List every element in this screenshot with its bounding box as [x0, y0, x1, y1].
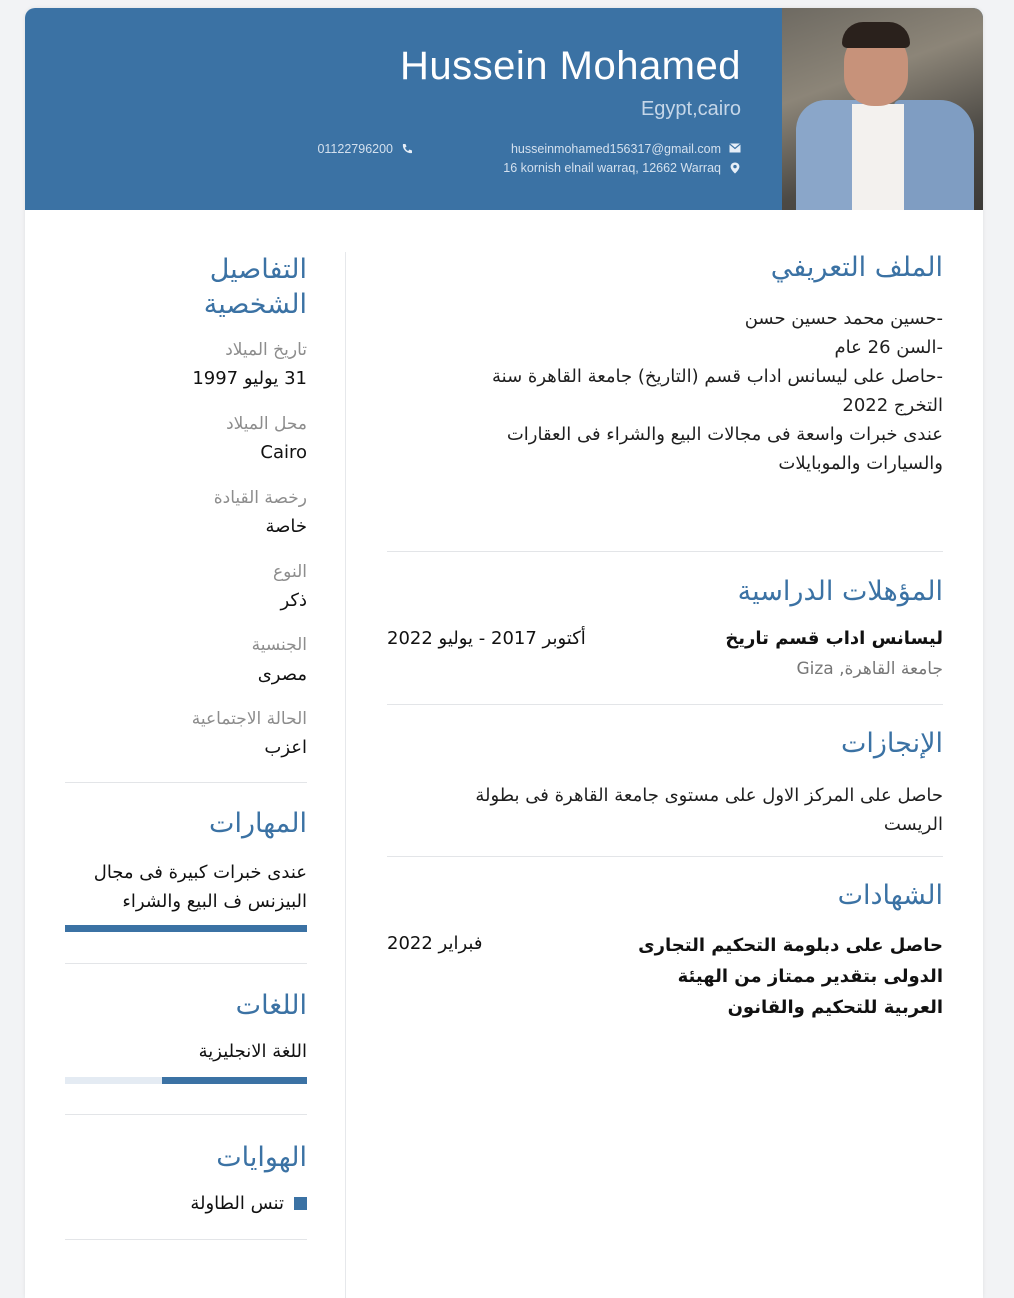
hobby-text: تنس الطاولة — [190, 1193, 284, 1214]
certificates-heading: الشهادات — [837, 880, 943, 911]
license-label: رخصة القيادة — [213, 488, 307, 508]
marital-value: اعزب — [264, 737, 307, 758]
skill-text: عندى خبرات كبيرة فى مجال البيزنس ف البيع والشراء — [93, 862, 307, 912]
candidate-name: Hussein Mohamed — [400, 44, 741, 88]
square-bullet-icon — [294, 1197, 307, 1210]
languages-heading: اللغات — [235, 990, 307, 1021]
profile-line: -حاصل على ليسانس اداب قسم (التاريخ) جامعة القاهرة سنة التخرج 2022 — [492, 366, 943, 416]
profile-heading: الملف التعريفي — [770, 252, 943, 283]
birth-date-label: تاريخ الميلاد — [225, 340, 307, 360]
section-divider — [387, 856, 943, 857]
profile-photo — [782, 8, 983, 210]
certificate-name: حاصل على دبلومة التحكيم التجارى الدولى بتقدير ممتاز من الهيئة العربية للتحكيم والقانون — [638, 935, 943, 1018]
section-divider — [65, 1239, 307, 1240]
skill-level-bar — [65, 925, 307, 932]
column-divider — [345, 252, 346, 1298]
section-divider — [65, 1114, 307, 1115]
personal-heading: التفاصيل الشخصية — [203, 254, 307, 320]
degree-school: جامعة القاهرة, Giza — [796, 659, 943, 679]
section-divider — [65, 782, 307, 783]
birth-place-value: Cairo — [260, 442, 307, 463]
achievements-heading: الإنجازات — [840, 728, 943, 759]
resume-page — [25, 8, 983, 1298]
profile-line: -حسين محمد حسين حسن — [744, 308, 943, 329]
birth-date-value: 31 يوليو 1997 — [192, 368, 307, 389]
email-text: husseinmohamed156317@gmail.com — [510, 142, 721, 156]
language-level-bar — [65, 1077, 307, 1084]
nationality-label: الجنسية — [251, 635, 307, 655]
candidate-location: Egypt,cairo — [640, 98, 741, 120]
profile-text — [463, 304, 943, 478]
contact-email — [511, 142, 741, 156]
phone-text: 01122796200 — [317, 142, 393, 156]
hobbies-heading: الهوايات — [216, 1142, 307, 1173]
gender-value: ذكر — [280, 590, 307, 611]
section-divider — [387, 551, 943, 552]
phone-icon — [401, 143, 413, 155]
map-pin-icon — [729, 162, 741, 174]
section-divider — [387, 704, 943, 705]
section-divider — [65, 963, 307, 964]
gender-label: النوع — [273, 562, 307, 582]
contact-address — [503, 161, 741, 175]
resume-header — [25, 8, 983, 210]
degree-title: ليسانس اداب قسم تاريخ — [725, 628, 943, 649]
skills-heading: المهارات — [209, 808, 307, 839]
contact-phone — [317, 142, 413, 156]
language-name: اللغة الانجليزية — [198, 1041, 307, 1062]
hobby-item — [190, 1193, 307, 1214]
profile-line: عندى خبرات واسعة فى مجالات البيع والشراء فى العقارات والسيارات والموبايلات — [506, 424, 943, 474]
profile-line: -السن 26 عام — [834, 337, 943, 358]
address-text: 16 kornish elnail warraq, 12662 Warraq — [503, 161, 721, 175]
achievement-text: حاصل على المركز الاول على مستوى جامعة القاهرة فى بطولة الريست — [475, 785, 943, 835]
nationality-value: مصرى — [257, 664, 307, 685]
certificate-date: فبراير 2022 — [387, 933, 483, 954]
envelope-icon — [729, 143, 741, 155]
skill-level-fill — [65, 925, 307, 932]
education-heading: المؤهلات الدراسية — [737, 576, 943, 607]
degree-dates: أكتوبر 2017 - يوليو 2022 — [387, 628, 586, 649]
marital-label: الحالة الاجتماعية — [191, 709, 307, 729]
license-value: خاصة — [265, 516, 307, 537]
birth-place-label: محل الميلاد — [226, 414, 307, 434]
language-level-fill — [162, 1077, 307, 1084]
